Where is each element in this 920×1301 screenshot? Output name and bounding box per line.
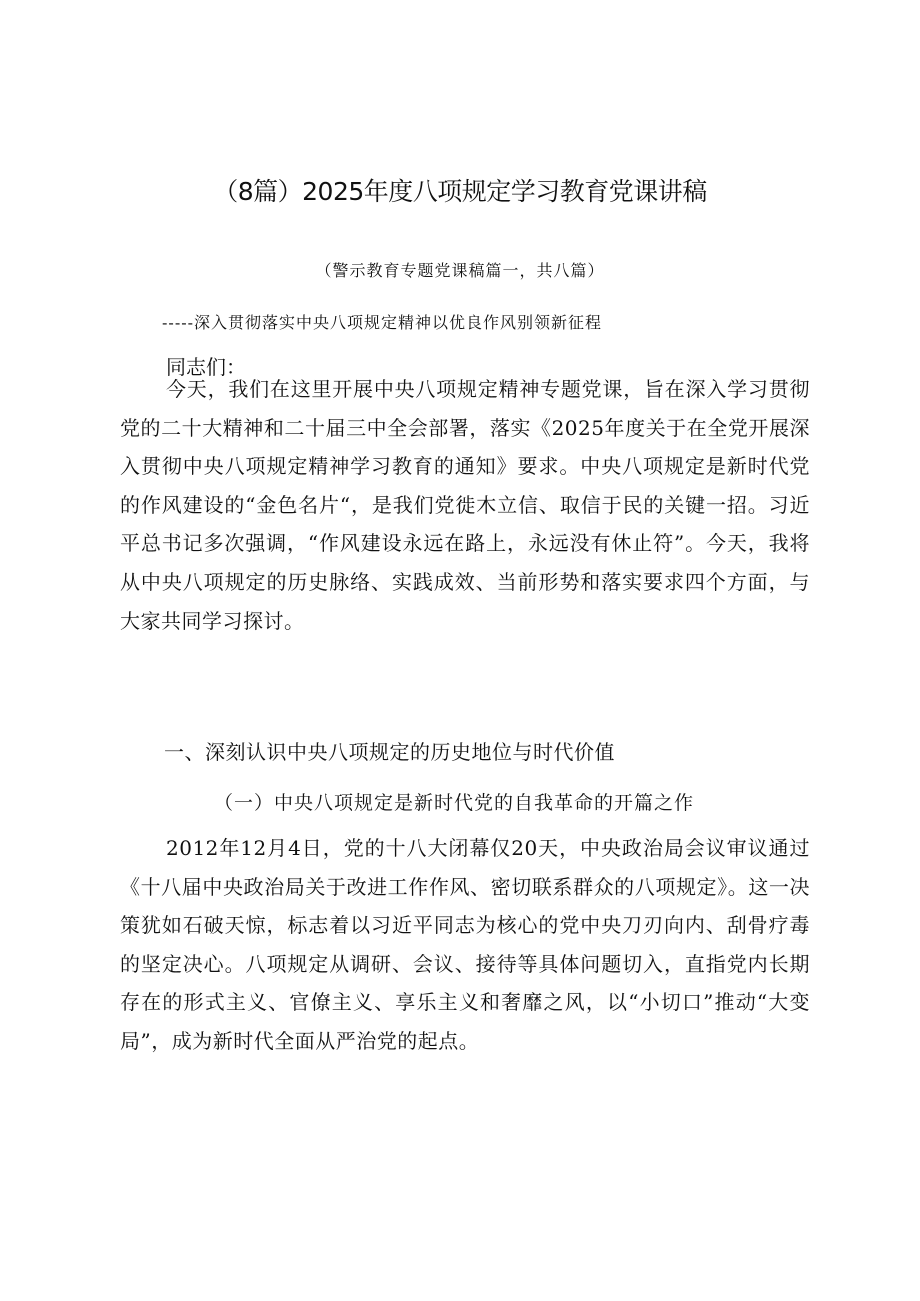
intro-paragraph: 今天，我们在这里开展中央八项规定精神专题党课，旨在深入学习贯彻党的二十大精神和二十届三中全会部署，落实《2025年度关于在全党开展深入贯彻中央八项规定精神学习教育的通知》要求。中央八项规定是新时代党的作风建设的“金色名片“，是我们党徙木立信、取信于民的关键一招。习近平总书记多次强调，“作风建设永远在路上，永远没有休止符”。今天，我将从中央八项规定的历史脉络、实践成效、当前形势和落实要求四个方面，与大家共同学习探讨。 [120,377,810,633]
section-heading: 一、深刻认识中央八项规定的历史地位与时代价值 [164,740,615,764]
salutation: 同志们： [166,355,246,379]
document-subtitle: （警示教育专题党课稿篇一，共八篇） [315,261,605,280]
section-subheading: （一）中央八项规定是新时代党的自我革命的开篇之作 [214,792,695,814]
body-paragraph: 2012年12月4日，党的十八大闭幕仅20天，中央政治局会议审议通过《十八届中央政治局关于改进工作作风、密切联系群众的八项规定》。这一决策犹如石破天惊，标志着以习近平同志为核心的党中央刀刃向内、刮骨疗毒的坚定决心。八项规定从调研、会议、接待等具体问题切入，直指党内长期存在的形式主义、官僚主义、享乐主义和奢靡之风，以“小切口”推动“大变局”，成为新时代全面从严治党的起点。 [120,836,810,1053]
document-tagline: -----深入贯彻落实中央八项规定精神以优良作风别领新征程 [162,313,603,332]
document-title: （8篇）2025年度八项规定学习教育党课讲稿 [213,177,707,206]
